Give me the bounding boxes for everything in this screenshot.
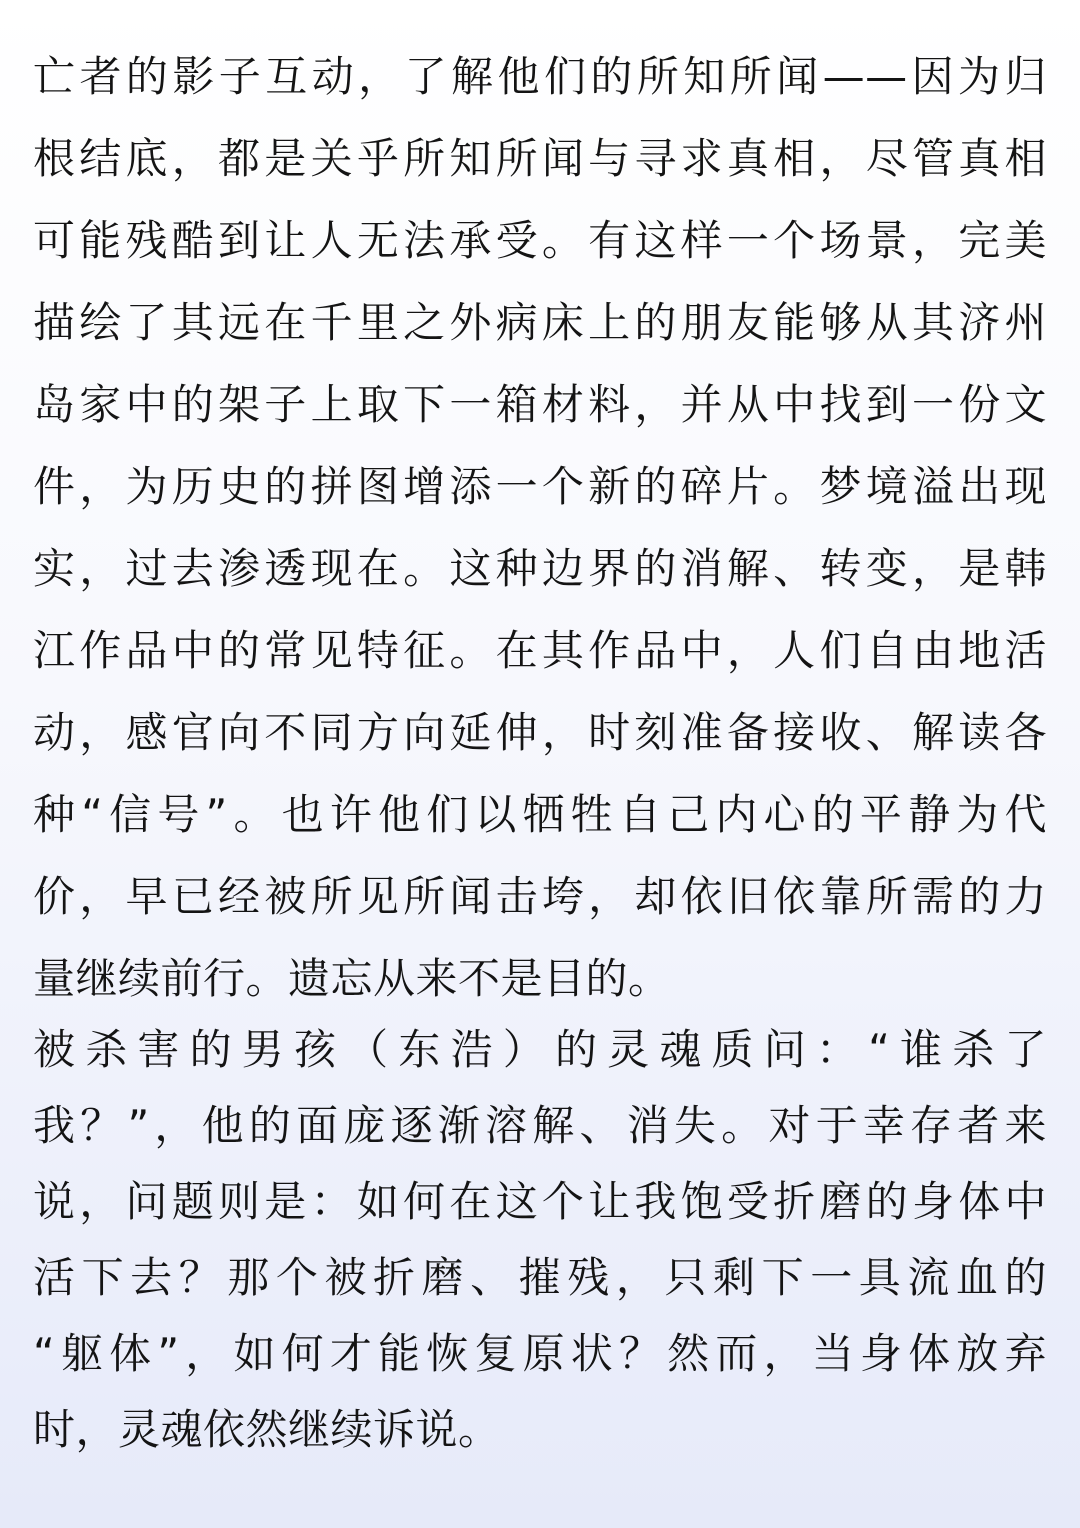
text-line: 江作品中的常见特征。在其作品中，人们自由地活 [33,626,1047,675]
paragraph-2 [33,1012,1047,1468]
text-line: 量继续前行。遗忘从来不是目的。 [33,954,671,1003]
text-line: 种“信号”。也许他们以牺牲自己内心的平静为代 [33,790,1047,839]
text-line: 岛家中的架子上取下一箱材料，并从中找到一份文 [33,380,1047,429]
text-line: 可能残酷到让人无法承受。有这样一个场景，完美 [33,216,1047,265]
text-line: 动，感官向不同方向延伸，时刻准备接收、解读各 [33,708,1047,757]
text-line: 活下去？那个被折磨、摧残，只剩下一具流血的 [33,1253,1047,1302]
text-line: 被杀害的男孩（东浩）的灵魂质问：“谁杀了 [33,1025,1047,1074]
text-line: 实，过去渗透现在。这种边界的消解、转变，是韩 [33,544,1047,593]
text-line: 时，灵魂依然继续诉说。 [33,1405,501,1454]
text-line: 亡者的影子互动，了解他们的所知所闻——因为归 [33,52,1047,101]
text-line: 我？”，他的面庞逐渐溶解、消失。对于幸存者来 [33,1101,1047,1150]
text-line: 件，为历史的拼图增添一个新的碎片。梦境溢出现 [33,462,1047,511]
text-line: 描绘了其远在千里之外病床上的朋友能够从其济州 [33,298,1047,347]
text-line: 说，问题则是：如何在这个让我饱受折磨的身体中 [33,1177,1047,1226]
article-body [33,36,1047,1468]
text-line: 价，早已经被所见所闻击垮，却依旧依靠所需的力 [33,872,1047,921]
text-line: “躯体”，如何才能恢复原状？然而，当身体放弃 [33,1329,1047,1378]
text-line: 根结底，都是关乎所知所闻与寻求真相，尽管真相 [33,134,1047,183]
paragraph-1 [33,36,1047,1020]
